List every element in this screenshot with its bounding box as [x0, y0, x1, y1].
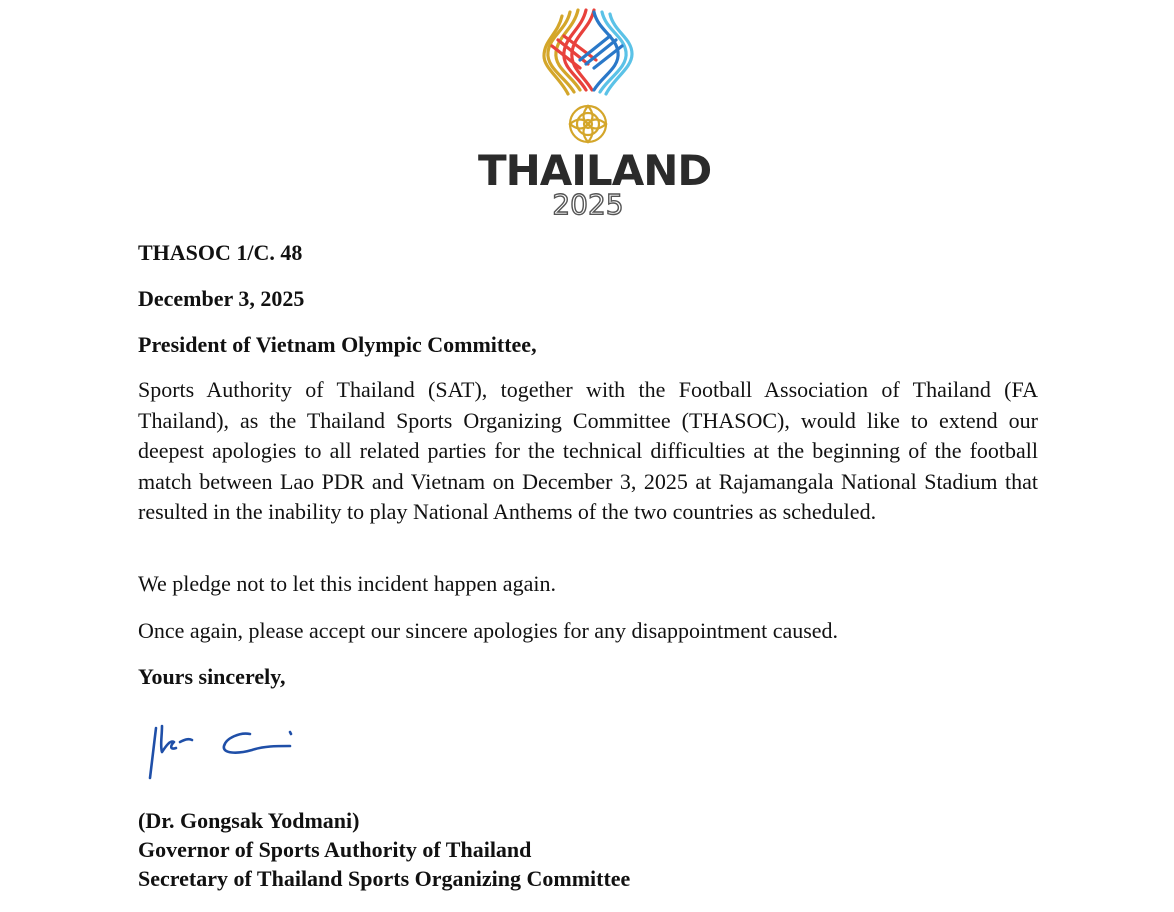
logo-year: 2025	[552, 188, 624, 221]
handwritten-signature	[140, 706, 310, 786]
reference-number: THASOC 1/C. 48	[138, 240, 303, 265]
logo-wordmark: THAILAND	[478, 146, 712, 195]
pledge-paragraph: We pledge not to let this incident happen again.	[138, 571, 556, 596]
recipient-line: President of Vietnam Olympic Committee,	[138, 332, 537, 357]
signatory-name: (Dr. Gongsak Yodmani)	[138, 808, 360, 833]
closing-line: Yours sincerely,	[138, 664, 286, 689]
letter-date: December 3, 2025	[138, 286, 305, 311]
signatory-title-governor: Governor of Sports Authority of Thailand	[138, 837, 532, 862]
signatory-title-secretary: Secretary of Thailand Sports Organizing Committee	[138, 866, 631, 891]
apology-paragraph: Once again, please accept our sincere apologies for any disappointment caused.	[138, 618, 839, 643]
games-emblem-icon	[540, 6, 636, 154]
body-paragraph: Sports Authority of Thailand (SAT), together with the Football Association of Thailand (FA Thailand), as the Thailand Sports Organizing Committee (THASOC), would like to extend our deepest apologies to all related parties for the technical difficulties at the beginning of the football match between Lao PDR and Vietnam on December 3, 2025 at Rajamangala National Stadium that resulted in the inability to play National Anthems of the two countries as scheduled.	[138, 377, 1038, 524]
thailand-2025-logo	[478, 6, 712, 222]
